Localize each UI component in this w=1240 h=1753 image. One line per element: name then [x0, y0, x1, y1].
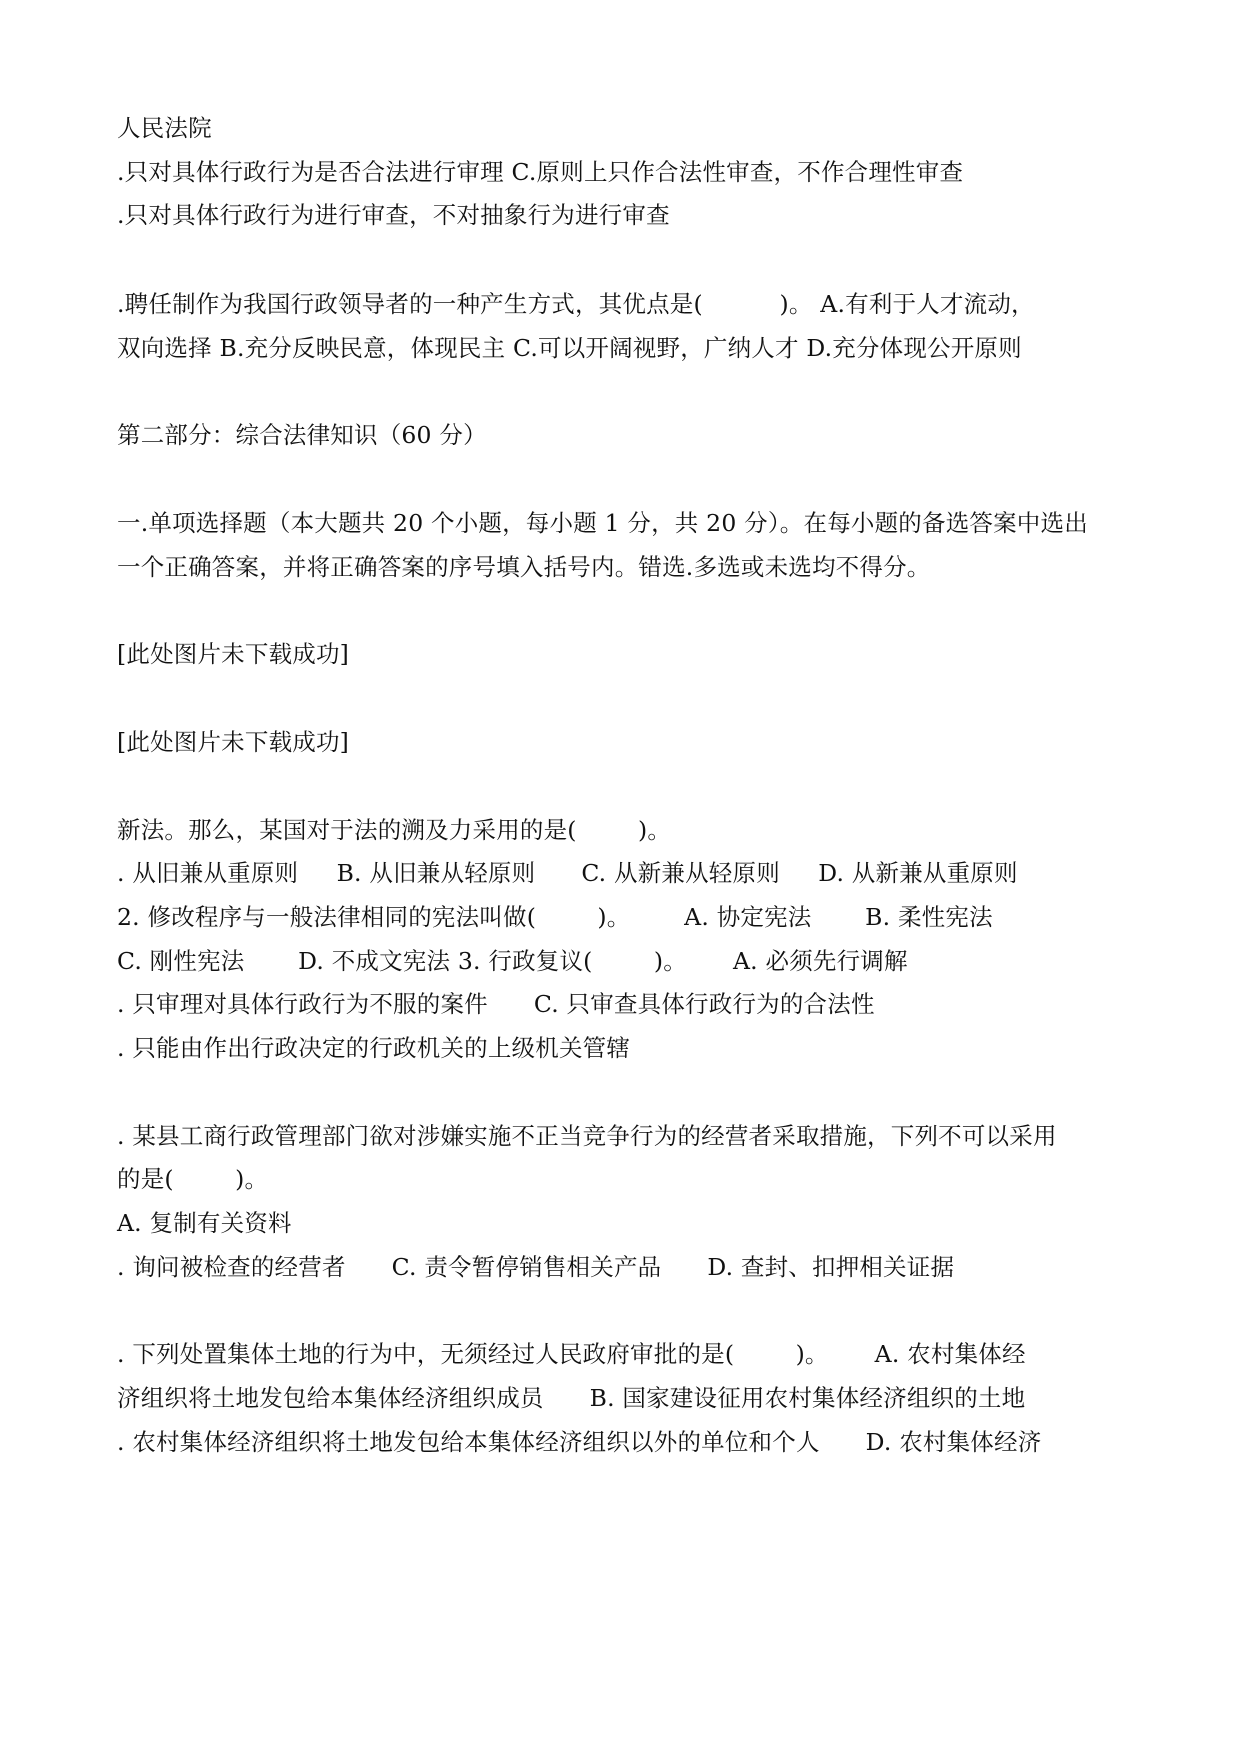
instruction-line: 一.单项选择题（本大题共 20 个小题，每小题 1 分，共 20 分）。在每小题的备选答案中选出	[117, 509, 1088, 537]
missing-image-placeholder: [此处图片未下载成功]	[117, 640, 350, 668]
options-line: . 询问被检查的经营者 C. 责令暂停销售相关产品 D. 查封、扣押相关证据	[117, 1253, 955, 1281]
options-line: . 从旧兼从重原则 B. 从旧兼从轻原则 C. 从新兼从轻原则 D. 从新兼从重原则	[117, 859, 1018, 887]
section-heading: 第二部分：综合法律知识（60 分）	[117, 421, 487, 449]
missing-image-placeholder: [此处图片未下载成功]	[117, 728, 350, 756]
options-line: A. 复制有关资料	[117, 1209, 292, 1237]
text-line: 人民法院	[117, 114, 212, 142]
question-line: . 下列处置集体土地的行为中，无须经过人民政府审批的是( )。 A. 农村集体经	[117, 1340, 1026, 1368]
question-line: 新法。那么，某国对于法的溯及力采用的是( )。	[117, 816, 672, 844]
options-line: . 只能由作出行政决定的行政机关的上级机关管辖	[117, 1034, 631, 1062]
question-line: 2. 修改程序与一般法律相同的宪法叫做( )。 A. 协定宪法 B. 柔性宪法	[117, 903, 993, 931]
options-line: . 只审理对具体行政行为不服的案件 C. 只审查具体行政行为的合法性	[117, 990, 875, 1018]
text-line: .只对具体行政行为进行审查，不对抽象行为进行审查	[117, 201, 670, 229]
question-line: . 某县工商行政管理部门欲对涉嫌实施不正当竞争行为的经营者采取措施，下列不可以采用	[117, 1122, 1057, 1150]
question-line: C. 刚性宪法 D. 不成文宪法 3. 行政复议( )。 A. 必须先行调解	[117, 947, 908, 975]
question-line: .聘任制作为我国行政领导者的一种产生方式，其优点是( )。 A.有利于人才流动，	[117, 290, 1035, 318]
text-line: .只对具体行政行为是否合法进行审理 C.原则上只作合法性审查，不作合理性审查	[117, 158, 964, 186]
options-line: . 农村集体经济组织将土地发包给本集体经济组织以外的单位和个人 D. 农村集体经济	[117, 1428, 1042, 1456]
options-line: 济组织将土地发包给本集体经济组织成员 B. 国家建设征用农村集体经济组织的土地	[117, 1384, 1026, 1412]
instruction-line: 一个正确答案，并将正确答案的序号填入括号内。错选.多选或未选均不得分。	[117, 553, 931, 581]
text-line: 双向选择 B.充分反映民意，体现民主 C.可以开阔视野，广纳人才 D.充分体现公开原则	[117, 334, 1022, 362]
question-line: 的是( )。	[117, 1165, 269, 1193]
